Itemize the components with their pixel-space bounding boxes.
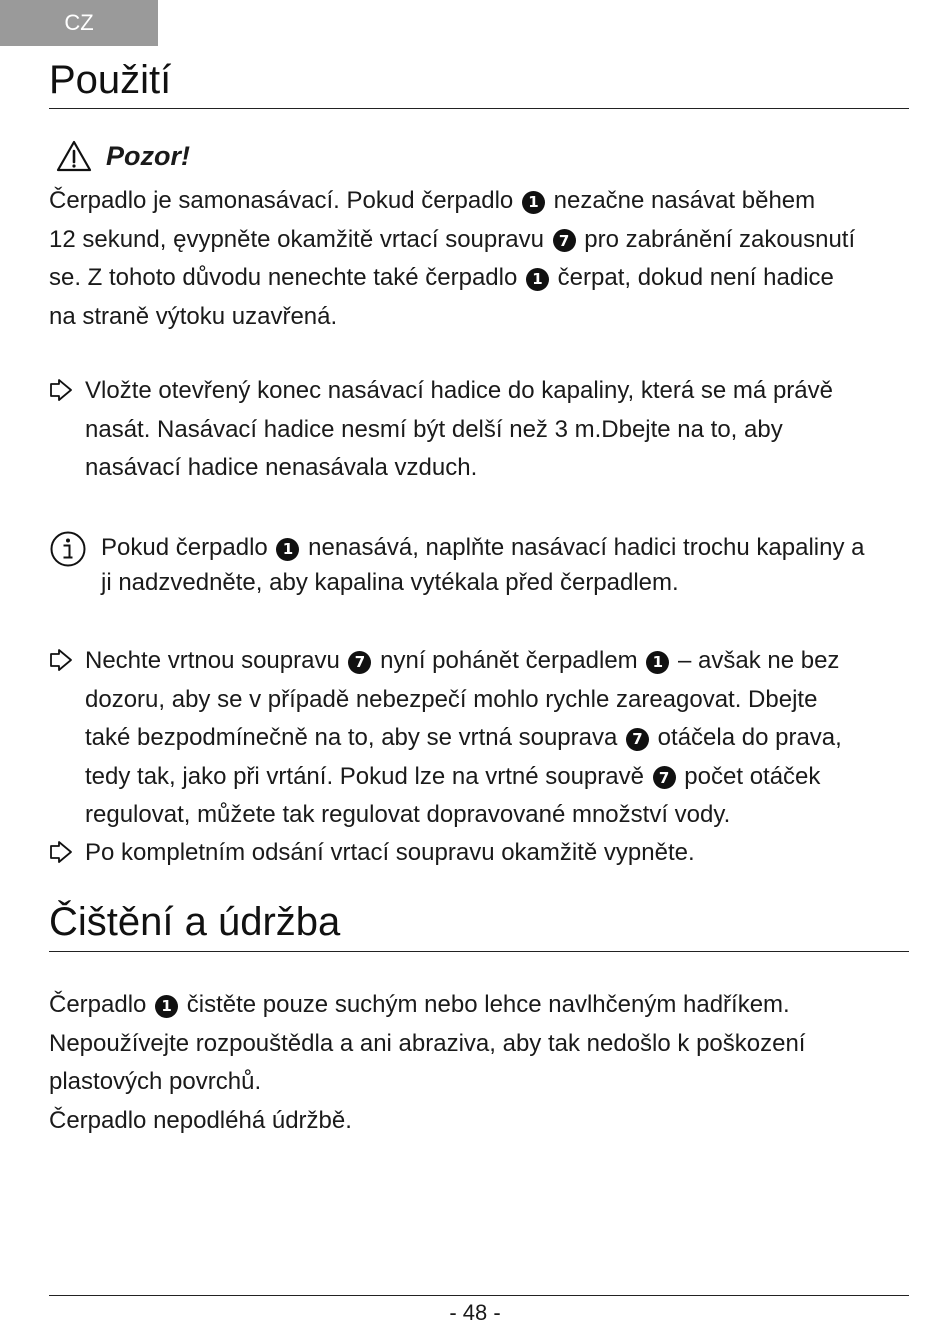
- title-rule: [49, 108, 909, 109]
- language-tab: [0, 0, 158, 46]
- text-line: Vložte otevřený konec nasávací hadice do kapaliny, která se má právě: [85, 377, 833, 404]
- text-line: také bezpodmínečně na to, aby se vrtná souprava 7 otáčela do prava,: [85, 724, 842, 751]
- info-icon: [49, 530, 87, 568]
- part-number-badge: 7: [626, 728, 649, 751]
- text-line: 12 sekund, ęvypněte okamžitě vrtací soupravu 7 pro zabránění zakousnutí: [49, 225, 856, 253]
- title-rule: [49, 951, 909, 952]
- arrow-bullet-icon: [49, 840, 75, 864]
- text-line: Nepoužívejte rozpouštědla a ani abraziva, aby tak nedošlo k poškození: [49, 1029, 806, 1057]
- info-note: [49, 530, 919, 600]
- part-number-badge: 7: [348, 651, 371, 674]
- text-line: ji nadzvedněte, aby kapalina vytékala před čerpadlem.: [101, 569, 679, 596]
- cleaning-paragraph: [49, 986, 909, 1140]
- text-line: Čerpadlo je samonasávací. Pokud čerpadlo 1 nezačne nasávat během: [49, 187, 816, 214]
- section-title-cleaning: Čištění a údržba: [49, 900, 341, 944]
- warning-triangle-icon: [56, 140, 92, 172]
- text-line: nasát. Nasávací hadice nesmí být delší než 3 m.Dbejte na to, aby: [85, 415, 783, 443]
- warning-paragraph: [49, 182, 909, 336]
- part-number-badge: 1: [646, 651, 669, 674]
- part-number-badge: 1: [522, 191, 545, 214]
- text-line: se. Z tohoto důvodu nenechte také čerpadlo 1 čerpat, dokud není hadice: [49, 264, 834, 291]
- arrow-bullet-icon: [49, 378, 75, 402]
- text-line: dozoru, aby se v případě nebezpečí mohlo rychle zareagovat. Dbejte: [85, 685, 818, 713]
- page-number: - 48 -: [449, 1300, 501, 1325]
- part-number-badge: 1: [276, 538, 299, 561]
- text-line: na straně výtoku uzavřená.: [49, 302, 338, 330]
- part-number-badge: 1: [155, 995, 178, 1018]
- arrow-bullet-icon: [49, 648, 75, 672]
- instruction-step: [49, 372, 919, 488]
- text-line: plastových povrchů.: [49, 1068, 262, 1095]
- section-title-usage: Použití: [49, 58, 172, 102]
- text-line: Pokud čerpadlo 1 nenasává, naplňte nasávací hadici trochu kapaliny a: [101, 534, 865, 561]
- text-line: Čerpadlo 1 čistěte pouze suchým nebo lehce navlhčeným hadříkem.: [49, 991, 790, 1018]
- text-line: Po kompletním odsání vrtací soupravu okamžitě vypněte.: [85, 839, 695, 866]
- warning-label: Pozor!: [106, 140, 190, 171]
- text-line: Čerpadlo nepodléhá údržbě.: [49, 1106, 352, 1134]
- instruction-step: [49, 834, 919, 873]
- warning-heading: [56, 140, 190, 172]
- text-line: regulovat, můžete tak regulovat dopravované množství vody.: [85, 801, 731, 828]
- part-number-badge: 1: [526, 268, 549, 291]
- footer-rule: [49, 1295, 909, 1296]
- instruction-step: [49, 642, 919, 835]
- text-line: Nechte vrtnou soupravu 7 nyní pohánět čerpadlem 1 – avšak ne bez: [85, 647, 840, 674]
- part-number-badge: 7: [653, 766, 676, 789]
- language-label: CZ: [64, 10, 94, 35]
- text-line: tedy tak, jako při vrtání. Pokud lze na vrtné soupravě 7 počet otáček: [85, 762, 821, 790]
- text-line: nasávací hadice nenasávala vzduch.: [85, 454, 478, 481]
- part-number-badge: 7: [553, 229, 576, 252]
